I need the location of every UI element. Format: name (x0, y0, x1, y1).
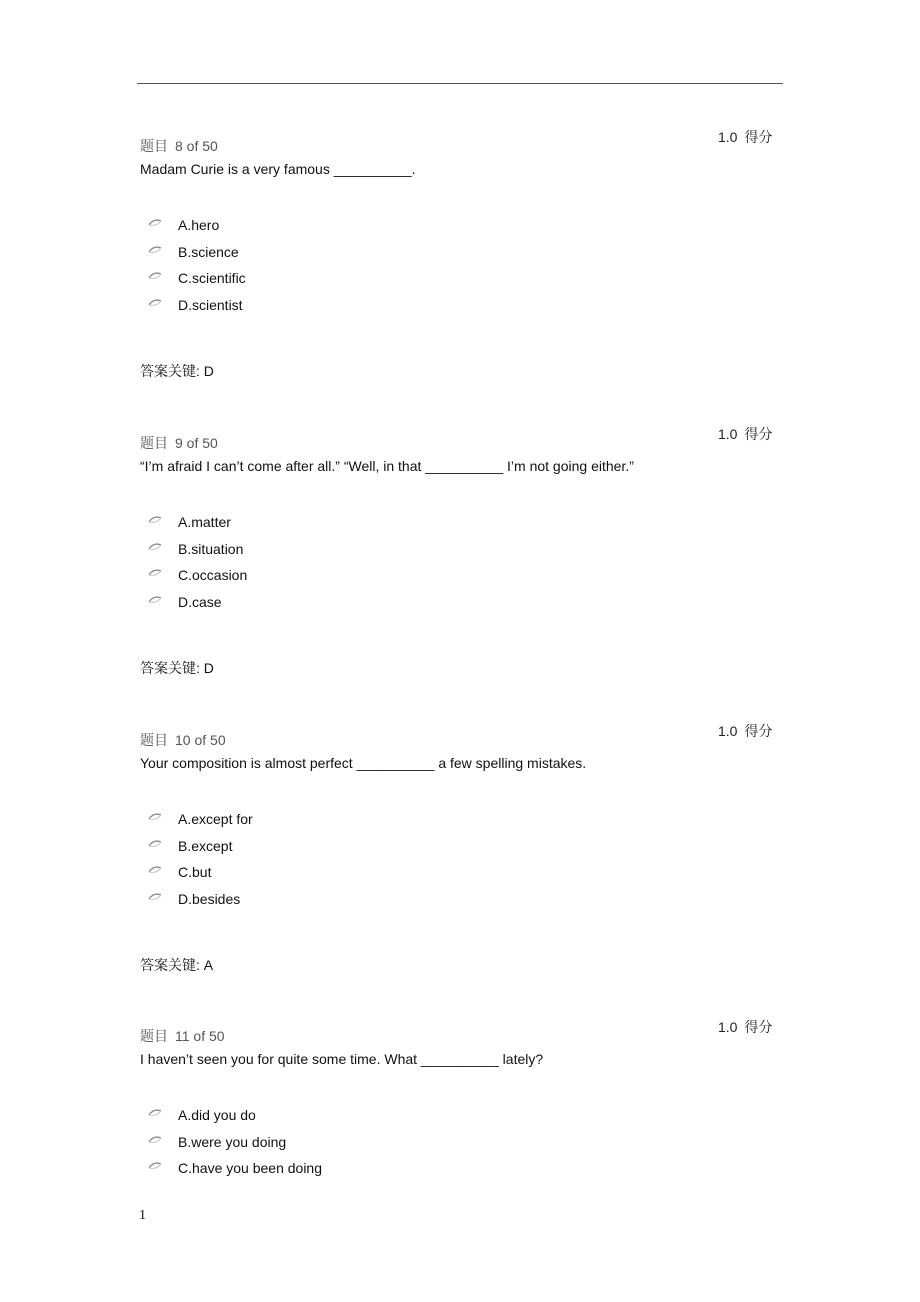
option-a[interactable] (146, 1102, 322, 1129)
radio-button-icon[interactable] (146, 217, 166, 227)
option-label: A.did you do (178, 1107, 256, 1124)
score-label: 得分 (744, 129, 773, 145)
score-value: 1.0 (718, 1019, 738, 1035)
option-b[interactable] (146, 536, 247, 563)
option-b[interactable] (146, 833, 253, 860)
question-counter (140, 433, 218, 453)
radio-button-icon[interactable] (146, 891, 166, 901)
option-label: C.but (178, 864, 212, 881)
question-score (718, 1017, 772, 1037)
score-label: 得分 (744, 1019, 773, 1035)
radio-button-icon[interactable] (146, 297, 166, 307)
question-text: Your composition is almost perfect __________ a few spelling mistakes. (140, 755, 587, 771)
option-label: A.hero (178, 217, 220, 234)
option-label: A.matter (178, 514, 231, 531)
option-list (146, 509, 247, 615)
option-label: C.occasion (178, 567, 248, 584)
score-value: 1.0 (718, 723, 738, 739)
radio-button-icon[interactable] (146, 244, 166, 254)
radio-button-icon[interactable] (146, 514, 166, 524)
question-score (718, 127, 772, 147)
option-label: D.besides (178, 890, 241, 907)
question-text: “I’m afraid I can’t come after all.” “Well, in that __________ I’m not going either.” (140, 458, 634, 474)
option-label: D.case (178, 593, 222, 610)
radio-button-icon[interactable] (146, 1160, 166, 1170)
score-value: 1.0 (718, 426, 738, 442)
question-11 (0, 1019, 920, 1286)
radio-button-icon[interactable] (146, 567, 166, 577)
radio-button-icon[interactable] (146, 270, 166, 280)
header-rule (137, 83, 783, 84)
question-text: Madam Curie is a very famous __________. (140, 161, 416, 177)
option-b[interactable] (146, 239, 246, 266)
score-label: 得分 (744, 723, 773, 739)
option-c[interactable] (146, 1155, 322, 1182)
option-label: D.scientist (178, 296, 243, 313)
radio-button-icon[interactable] (146, 811, 166, 821)
option-label: B.were you doing (178, 1133, 287, 1150)
radio-button-icon[interactable] (146, 838, 166, 848)
option-label: A.except for (178, 811, 253, 828)
option-label: C.scientific (178, 270, 246, 287)
option-a[interactable] (146, 212, 246, 239)
option-list (146, 1102, 322, 1182)
question-score (718, 424, 772, 444)
question-number: 8 of 50 (175, 138, 218, 154)
option-list (146, 806, 253, 912)
question-counter (140, 730, 226, 750)
option-label: C.have you been doing (178, 1160, 322, 1177)
question-number: 9 of 50 (175, 435, 218, 451)
option-label: B.situation (178, 540, 244, 557)
question-number: 10 of 50 (175, 732, 226, 748)
answer-key: 答案关键: A (140, 957, 214, 973)
question-label: 题目 (140, 732, 168, 748)
option-c[interactable] (146, 265, 246, 292)
radio-button-icon[interactable] (146, 594, 166, 604)
score-value: 1.0 (718, 129, 738, 145)
option-label: B.science (178, 243, 239, 260)
score-label: 得分 (744, 426, 773, 442)
radio-button-icon[interactable] (146, 1107, 166, 1117)
question-10 (0, 723, 920, 990)
option-label: B.except (178, 837, 233, 854)
option-c[interactable] (146, 859, 253, 886)
radio-button-icon[interactable] (146, 864, 166, 874)
question-label: 题目 (140, 138, 168, 154)
answer-key: 答案关键: D (140, 660, 214, 676)
question-label: 题目 (140, 435, 168, 451)
option-a[interactable] (146, 509, 247, 536)
option-d[interactable] (146, 886, 253, 913)
question-counter (140, 1026, 225, 1046)
option-d[interactable] (146, 589, 247, 616)
question-number: 11 of 50 (175, 1028, 225, 1044)
option-list (146, 212, 246, 318)
option-a[interactable] (146, 806, 253, 833)
question-9 (0, 426, 920, 693)
question-label: 题目 (140, 1028, 168, 1044)
question-counter (140, 136, 218, 156)
question-text: I haven’t seen you for quite some time. What __________ lately? (140, 1051, 544, 1067)
option-c[interactable] (146, 562, 247, 589)
answer-key: 答案关键: D (140, 363, 214, 379)
page-number: 1 (139, 1208, 146, 1223)
radio-button-icon[interactable] (146, 541, 166, 551)
question-score (718, 721, 772, 741)
option-d[interactable] (146, 292, 246, 319)
radio-button-icon[interactable] (146, 1134, 166, 1144)
question-8 (0, 129, 920, 396)
option-b[interactable] (146, 1129, 322, 1156)
